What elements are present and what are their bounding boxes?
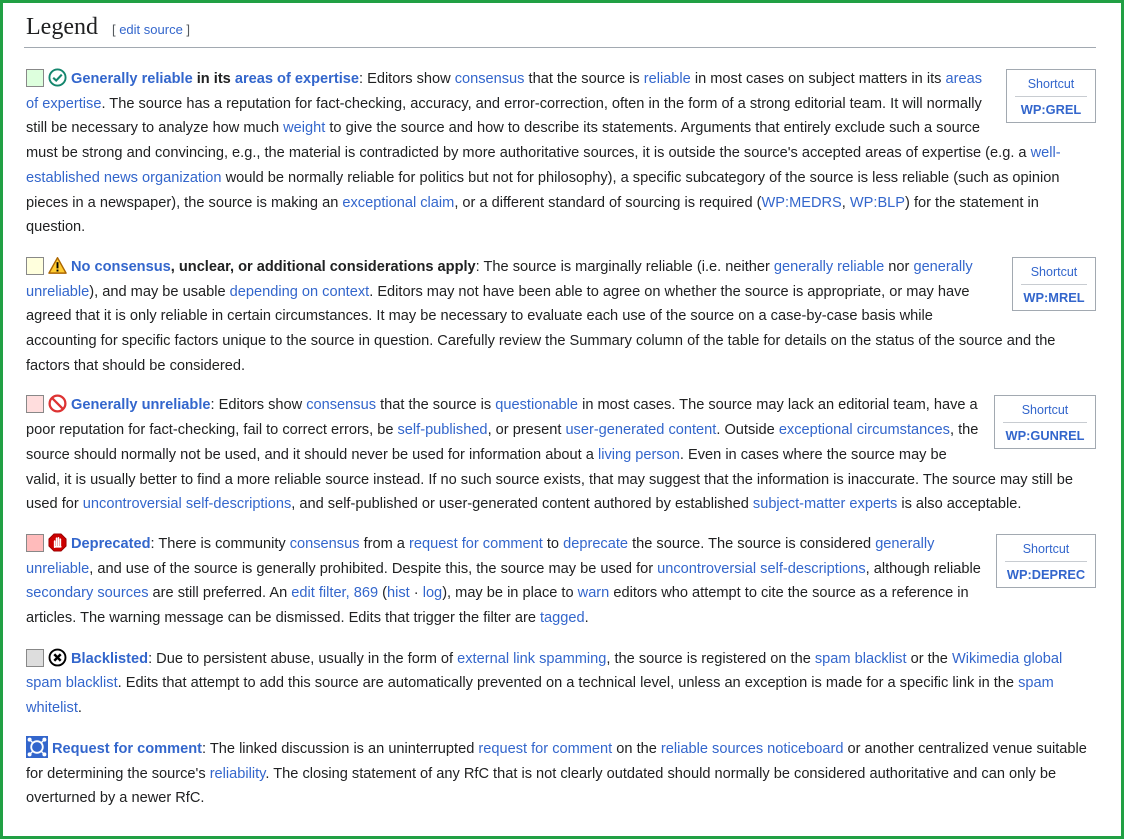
text-run: on the: [612, 740, 661, 757]
text-run: (: [378, 585, 387, 602]
text-run: to: [542, 535, 564, 552]
inline-link[interactable]: questionable: [495, 397, 579, 414]
inline-link[interactable]: weight: [283, 120, 326, 137]
shortcut-label[interactable]: Shortcut: [1021, 403, 1069, 418]
shortcut-link-gunrel[interactable]: WP:GUNREL: [1005, 428, 1085, 444]
text-run: : There is community: [150, 535, 290, 552]
inline-link[interactable]: hist: [387, 585, 410, 602]
text-run: . Edits that attempt to add this source are automatically prevented on a technical level, unless an exception is made for a specific link in the: [117, 675, 1019, 692]
text-run: , or present: [487, 422, 566, 439]
text-run: . Editors may not have been able to agree on whether the source is appropriate, or may have agreed that it is only reliable in certain circumstances. It may be necessary to evaluate each use of the source on a case-by-case basis while accounting for specific factors unique to the source in question. Carefully review the Summary column of the table for details on the status of the source and the factors that should be considered.: [26, 283, 1056, 374]
text-run: . Outside: [716, 422, 779, 439]
text-run: is also acceptable.: [897, 496, 1022, 513]
text-run: that the source is: [376, 397, 496, 414]
text-run: in its: [192, 71, 235, 87]
shortcut-box: [1006, 69, 1096, 123]
x-circle-icon: [48, 648, 67, 667]
shortcut-label[interactable]: Shortcut: [1027, 77, 1075, 91]
section-title: Legend: [26, 14, 98, 40]
inline-link[interactable]: reliable sources noticeboard: [660, 740, 844, 757]
legend-entry-deprecated: [24, 532, 1096, 631]
inline-link[interactable]: edit filter, 869: [291, 585, 379, 602]
inline-link[interactable]: deprecate: [563, 535, 629, 552]
inline-link[interactable]: exceptional circumstances: [778, 422, 950, 439]
inline-link[interactable]: user-generated content: [565, 422, 717, 439]
text-run: .: [77, 700, 82, 717]
entry-text: [24, 532, 1096, 631]
text-run: to give the source and how to describe its statements. Arguments that entirely exclude such a source must be strong and convincing, e.g., the material is contradicted by more authoritative sources, it is outside the source's accepted areas of expertise (e.g. a: [26, 120, 1031, 162]
color-swatch-gray: [26, 649, 44, 667]
text-run: : The linked discussion is an uninterrupted: [202, 740, 479, 757]
inline-link[interactable]: Blacklisted: [71, 650, 149, 667]
inline-link[interactable]: consensus: [289, 535, 360, 552]
inline-link[interactable]: spam whitelist: [26, 675, 1054, 717]
text-run: ) for the statement in question.: [26, 194, 1039, 236]
text-run: : Editors show: [358, 71, 455, 87]
text-run: ·: [409, 585, 423, 602]
inline-link[interactable]: No consensus: [71, 258, 171, 275]
inline-link[interactable]: self-published: [397, 422, 488, 439]
text-run: ), and may be usable: [89, 283, 230, 300]
warning-triangle-icon: [48, 256, 67, 275]
legend-entry-marginal: [24, 255, 1096, 379]
edit-section: [ edit source ]: [111, 22, 191, 37]
legend-entry-reliable: [24, 67, 1096, 240]
inline-link[interactable]: living person: [597, 446, 680, 463]
text-run: : The source is marginally reliable (i.e. neither: [475, 258, 774, 275]
inline-link[interactable]: generally reliable: [773, 258, 885, 275]
inline-link[interactable]: reliable: [643, 71, 691, 87]
inline-link[interactable]: spam blacklist: [814, 650, 907, 667]
color-swatch-green: [26, 69, 44, 87]
inline-link[interactable]: tagged: [540, 610, 585, 627]
text-run: , the source should normally not be used, and it should never be used for information about a: [26, 422, 979, 463]
text-run: ), may be in place to: [442, 585, 578, 602]
text-run: , the source is registered on the: [606, 650, 815, 667]
inline-link[interactable]: request for comment: [478, 740, 613, 757]
text-run: in most cases on subject matters in its: [690, 71, 946, 87]
inline-link[interactable]: generally unreliable: [26, 535, 935, 577]
entry-text: [24, 255, 1096, 379]
inline-link[interactable]: Generally reliable: [71, 71, 193, 87]
inline-link[interactable]: Generally unreliable: [71, 397, 211, 414]
text-run: , although reliable: [865, 560, 981, 577]
entry-text: [24, 393, 1096, 517]
section-header: [24, 9, 1096, 48]
text-run: . Even in cases where the source may be valid, it is usually better to find a more reliable source instead. If no such source exists, that may suggest that the information is inaccurate. The source may still be used for: [26, 446, 1073, 513]
entry-text: [24, 736, 1096, 811]
inline-link[interactable]: WP:BLP: [849, 194, 906, 211]
stop-hand-icon: [48, 533, 67, 552]
shortcut-link-grel[interactable]: WP:GREL: [1020, 102, 1082, 117]
inline-link[interactable]: Deprecated: [71, 535, 151, 552]
edit-source-link[interactable]: edit source: [119, 22, 183, 37]
inline-link[interactable]: secondary sources: [26, 585, 149, 602]
color-swatch-red: [26, 534, 44, 552]
text-run: editors who attempt to cite the source as a reference in articles. The warning message can be dismissed. Edits that trigger the filter are: [26, 585, 969, 627]
text-run: nor: [884, 258, 914, 275]
shortcut-box: [996, 534, 1096, 588]
inline-link[interactable]: exceptional claim: [342, 194, 455, 211]
text-run: . The closing statement of any RfC that is not clearly outdated should normally be considered authoritative and can only be overturned by a newer RfC.: [26, 765, 1057, 807]
shortcut-label[interactable]: Shortcut: [1030, 264, 1078, 279]
text-run: : Editors show: [210, 397, 307, 414]
prohibited-icon: [48, 394, 67, 413]
entry-text: [24, 647, 1096, 721]
inline-link[interactable]: well-established news organization: [26, 145, 1061, 186]
shortcut-link-deprec[interactable]: WP:DEPREC: [1006, 566, 1086, 582]
inline-link[interactable]: request for comment: [408, 535, 543, 552]
shortcut-label[interactable]: Shortcut: [1022, 541, 1070, 556]
inline-link[interactable]: uncontroversial self-descriptions: [82, 496, 292, 513]
inline-link[interactable]: Wikimedia global spam blacklist: [26, 650, 1063, 692]
text-run: in most cases. The source may lack an editorial team, have a poor reputation for fact-checking, fail to correct errors, be: [26, 397, 978, 439]
text-run: . The source has a reputation for fact-checking, accuracy, and error-correction, often in the form of a strong editorial team. It will normally still be necessary to analyze how much: [26, 95, 982, 137]
text-run: that the source is: [524, 71, 644, 87]
rfc-icon: [26, 736, 48, 758]
legend-entry-blacklisted: [24, 647, 1096, 721]
inline-link[interactable]: consensus: [454, 71, 525, 87]
inline-link[interactable]: reliability: [209, 765, 266, 782]
shortcut-link-mrel[interactable]: WP:MREL: [1023, 289, 1085, 305]
inline-link[interactable]: subject-matter experts: [752, 496, 898, 513]
text-run: : Due to persistent abuse, usually in the form of: [148, 650, 458, 667]
legend-section: [24, 9, 1096, 811]
inline-link[interactable]: generally unreliable: [26, 258, 973, 300]
legend-entry-rfc: [24, 736, 1096, 811]
inline-link[interactable]: warn: [577, 585, 610, 602]
text-run: or the: [906, 650, 952, 667]
inline-link[interactable]: uncontroversial self-descriptions: [657, 560, 866, 577]
inline-link[interactable]: log: [422, 585, 443, 602]
inline-link[interactable]: areas of expertise: [234, 71, 359, 87]
inline-link[interactable]: external link spamming: [457, 650, 607, 667]
legend-entry-unreliable: [24, 393, 1096, 517]
text-run: or another centralized venue suitable for determining the source's: [26, 740, 1087, 782]
inline-link[interactable]: depending on context: [229, 283, 370, 300]
inline-link[interactable]: areas of expertise: [26, 71, 982, 112]
color-swatch-pink: [26, 395, 44, 413]
shortcut-box: [1012, 257, 1096, 311]
text-run: , and use of the source is generally prohibited. Despite this, the source may be used for: [89, 560, 658, 577]
entry-text: [24, 67, 1096, 240]
inline-link[interactable]: Request for comment: [52, 740, 203, 757]
text-run: , and self-published or user-generated content authored by established: [291, 496, 753, 513]
text-run: .: [584, 610, 589, 627]
text-run: from a: [359, 535, 409, 552]
text-run: the source. The source is considered: [628, 535, 876, 552]
text-run: would be normally reliable for politics but not for philosophy), a specific subcategory of the source is less reliable (such as opinion pieces in a newspaper), the source is making an: [26, 169, 1060, 211]
check-circle-icon: [48, 68, 67, 87]
shortcut-box: [994, 395, 1096, 449]
text-run: , unclear, or additional considerations apply: [170, 258, 476, 275]
inline-link[interactable]: WP:MEDRS: [761, 194, 842, 211]
inline-link[interactable]: consensus: [306, 397, 377, 414]
text-run: ,: [841, 194, 850, 211]
text-run: are still preferred. An: [148, 585, 292, 602]
text-run: , or a different standard of sourcing is required (: [454, 194, 762, 211]
color-swatch-yellow: [26, 257, 44, 275]
